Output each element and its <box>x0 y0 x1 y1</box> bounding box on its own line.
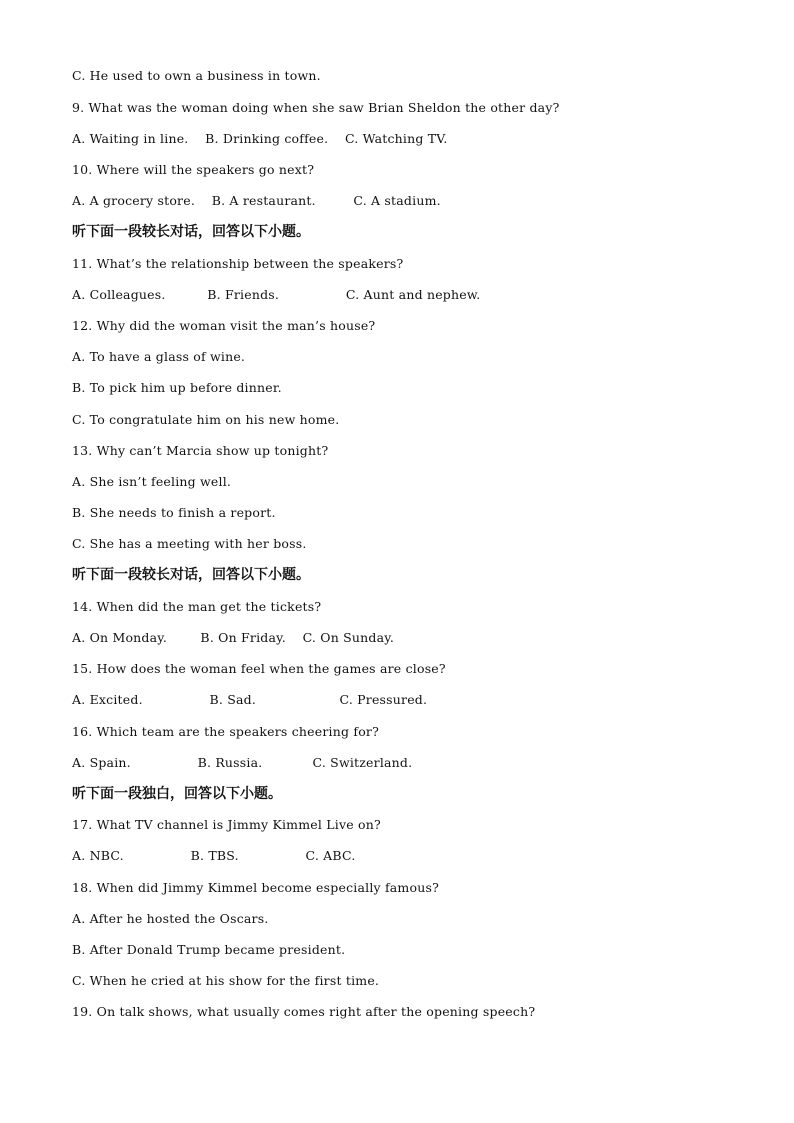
section-heading: 听下面一段较长对话，回答以下小题。 <box>72 567 310 583</box>
option-line: A. To have a glass of wine. <box>72 349 246 364</box>
option-line: C. He used to own a business in town. <box>72 68 321 83</box>
question-line: 13. Why can’t Marcia show up tonight? <box>72 443 329 458</box>
question-line: 14. When did the man get the tickets? <box>72 599 322 614</box>
option-line: B. She needs to finish a report. <box>72 505 276 520</box>
option-line: A. On Monday. B. On Friday. C. On Sunday. <box>72 630 395 645</box>
option-line: B. After Donald Trump became president. <box>72 942 346 957</box>
question-line: 10. Where will the speakers go next? <box>72 162 315 177</box>
option-line: A. NBC. B. TBS. C. ABC. <box>72 848 356 863</box>
option-line: A. A grocery store. B. A restaurant. C. A stadium. <box>72 193 441 208</box>
option-line: C. To congratulate him on his new home. <box>72 412 340 427</box>
option-line: A. Spain. B. Russia. C. Switzerland. <box>72 755 413 770</box>
option-line: A. Excited. B. Sad. C. Pressured. <box>72 692 428 707</box>
question-line: 16. Which team are the speakers cheering for? <box>72 724 379 739</box>
option-line: C. When he cried at his show for the first time. <box>72 973 380 988</box>
option-line: A. Waiting in line. B. Drinking coffee. C. Watching TV. <box>72 131 448 146</box>
section-heading: 听下面一段独白，回答以下小题。 <box>72 786 282 802</box>
question-line: 12. Why did the woman visit the man’s house? <box>72 318 376 333</box>
option-line: A. After he hosted the Oscars. <box>72 911 269 926</box>
question-line: 17. What TV channel is Jimmy Kimmel Live on? <box>72 817 381 832</box>
option-line: A. Colleagues. B. Friends. C. Aunt and nephew. <box>72 287 481 302</box>
option-line: C. She has a meeting with her boss. <box>72 536 307 551</box>
question-line: 11. What’s the relationship between the speakers? <box>72 256 404 271</box>
question-line: 15. How does the woman feel when the games are close? <box>72 661 446 676</box>
question-line: 9. What was the woman doing when she saw Brian Sheldon the other day? <box>72 100 560 115</box>
question-line: 19. On talk shows, what usually comes right after the opening speech? <box>72 1004 536 1019</box>
option-line: A. She isn’t feeling well. <box>72 474 232 489</box>
question-line: 18. When did Jimmy Kimmel become especially famous? <box>72 880 439 895</box>
option-line: B. To pick him up before dinner. <box>72 380 282 395</box>
section-heading: 听下面一段较长对话，回答以下小题。 <box>72 224 310 240</box>
